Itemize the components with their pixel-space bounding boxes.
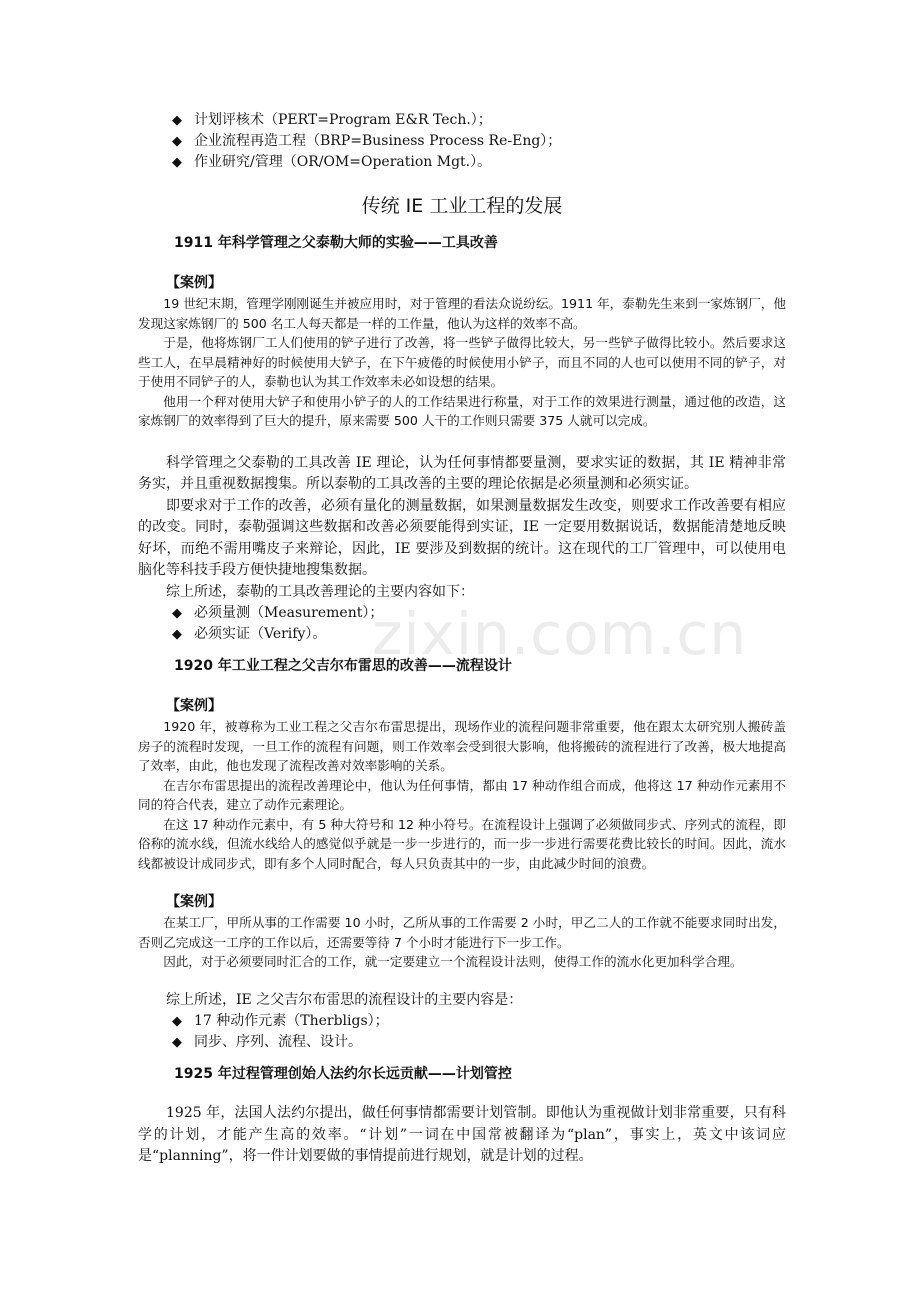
bullet-item: ◆ 必须量测（Measurement）；	[138, 603, 786, 624]
section-heading: 1925 年过程管理创始人法约尔长远贡献——计划管控	[174, 1066, 512, 1082]
bullet-item: ◆ 必须实证（Verify）。	[138, 624, 786, 645]
body-paragraph: 科学管理之父泰勒的工具改善 IE 理论，认为任何事情都要量测，要求实证的数据，其 IE 精神非常务实，并且重视数据搜集。所以泰勒的工具改善的主要的理论依据是必须量测和必须实证。	[138, 454, 786, 492]
case-label: 【案例】	[166, 275, 222, 291]
body-paragraph: 1925 年，法国人法约尔提出，做任何事情都需要计划管制。即他认为重视做计划非常重要，只有科学的计划，才能产生高的效率。“计划”一词在中国常被翻译为“plan”，事实上，英文中该词应是“planning”，将一件计划要做的事情提前进行规划，就是计划的过程。	[138, 1105, 786, 1164]
case-paragraph: 在某工厂，甲所从事的工作需要 10 小时，乙所从事的工作需要 2 小时，甲乙二人的工作就不能要求同时出发，否则乙完成这一工序的工作以后，还需要等待 7 个小时才能进行下一步工作。	[138, 915, 786, 950]
bullet-item: ◆ 计划评核术（PERT=Program E&R Tech.）；	[138, 110, 786, 131]
body-paragraph: 综上所述，泰勒的工具改善理论的主要内容如下：	[166, 583, 474, 600]
case-paragraph: 1920 年，被尊称为工业工程之父吉尔布雷思提出，现场作业的流程问题非常重要，他在跟太太研究别人搬砖盖房子的流程时发现，一旦工作的流程有问题，则工作效率会受到很大影响，他将搬砖的流程进行了改善，极大地提高了效率，由此，他也发现了流程改善对效率影响的关系。	[138, 719, 786, 773]
document-content	[138, 110, 786, 1168]
diamond-bullet-icon: ◆	[172, 113, 182, 128]
case-paragraph: 在这 17 种动作元素中，有 5 种大符号和 12 种小符号。在流程设计上强调了必须做同步式、序列式的流程，即俗称的流水线，但流水线给人的感觉似乎就是一步一步进行的，而一步一步进行需要花费比较长的时间。因此，流水线都被设计成同步式，即有多个人同时配合，每人只负责其中的一步，由此减少时间的浪费。	[138, 816, 786, 871]
page-title: 传统 IE 工业工程的发展	[361, 195, 563, 217]
bullet-item: ◆ 17 种动作元素（Therbligs）；	[138, 1011, 786, 1032]
case-paragraph: 他用一个秤对使用大铲子和使用小铲子的人的工作结果进行称量，对于工作的效果进行测量，通过他的改造，这家炼钢厂的效率得到了巨大的提升，原来需要 500 人干的工作则只需要 375 人就可以完成。	[138, 393, 786, 428]
case-label: 【案例】	[166, 698, 222, 714]
diamond-bullet-icon: ◆	[172, 606, 182, 621]
diamond-bullet-icon: ◆	[172, 134, 182, 149]
case-label: 【案例】	[166, 894, 222, 910]
case-paragraph: 于是，他将炼钢厂工人们使用的铲子进行了改善，将一些铲子做得比较大，另一些铲子做得比较小。然后要求这些工人，在早晨精神好的时候使用大铲子，在下午疲倦的时候使用小铲子，而且不同的人也可以使用不同的铲子，对于使用不同铲子的人，泰勒也认为其工作效率未必如设想的结果。	[138, 335, 786, 389]
case-paragraph: 因此，对于必须要同时汇合的工作，就一定要建立一个流程设计法则，使得工作的流水化更加科学合理。	[163, 954, 743, 969]
section-heading: 1911 年科学管理之父泰勒大师的实验——工具改善	[174, 235, 498, 251]
bullet-item: ◆ 企业流程再造工程（BRP=Business Process Re-Eng）；	[138, 131, 786, 152]
diamond-bullet-icon: ◆	[172, 155, 182, 170]
section-heading: 1920 年工业工程之父吉尔布雷思的改善——流程设计	[174, 658, 512, 674]
case-paragraph: 19 世纪末期，管理学刚刚诞生并被应用时，对于管理的看法众说纷纭。1911 年，泰勒先生来到一家炼钢厂，他发现这家炼钢厂的 500 名工人每天都是一样的工作量，他认为这样的效率不高。	[138, 296, 786, 331]
watermark: zixin.com.cn	[372, 600, 748, 668]
body-paragraph: 综上所述，IE 之父吉尔布雷思的流程设计的主要内容是：	[166, 991, 523, 1008]
body-paragraph: 即要求对于工作的改善，必须有量化的测量数据，如果测量数据发生改变，则要求工作改善要有相应的改变。同时，泰勒强调这些数据和改善必须要能得到实证，IE 一定要用数据说话，数据能清楚地反映好坏，而绝不需用嘴皮子来辩论，因此，IE 要涉及到数据的统计。这在现代的工厂管理中，可以使用电脑化等科技手段方便快捷地搜集数据。	[138, 497, 786, 578]
diamond-bullet-icon: ◆	[172, 1014, 182, 1029]
bullet-item: ◆ 作业研究/管理（OR/OM=Operation Mgt.）。	[138, 152, 786, 173]
top-bullet-list	[138, 110, 786, 173]
section1-bullet-list	[138, 603, 786, 645]
diamond-bullet-icon: ◆	[172, 627, 182, 642]
diamond-bullet-icon: ◆	[172, 1035, 182, 1050]
bullet-item: ◆ 同步、序列、流程、设计。	[138, 1032, 786, 1053]
section2-bullet-list	[138, 1011, 786, 1053]
case-paragraph: 在吉尔布雷思提出的流程改善理论中，他认为任何事情，都由 17 种动作组合而成，他将这 17 种动作元素用不同的符合代表，建立了动作元素理论。	[138, 777, 786, 812]
